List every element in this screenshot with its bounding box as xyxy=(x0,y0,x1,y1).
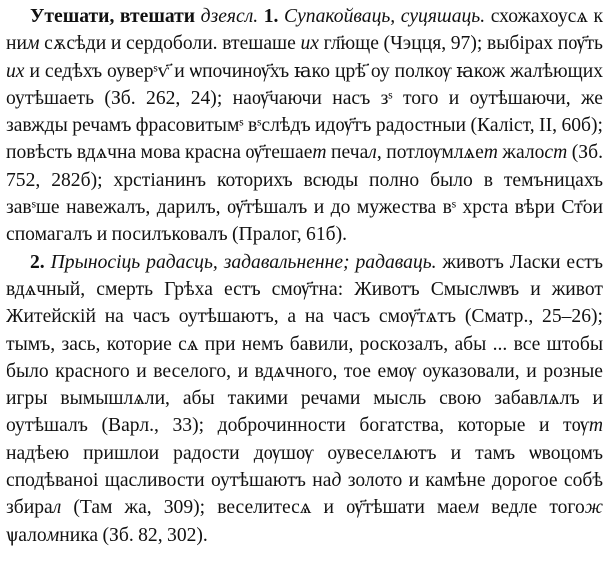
citation-text: м xyxy=(46,524,60,546)
citation-text: л xyxy=(368,142,377,164)
citation-text: ѱало xyxy=(6,524,47,546)
citation-text: , потлѹмлѧе xyxy=(376,142,484,164)
headword: Утешати, втешати xyxy=(30,6,196,27)
citation-text: т xyxy=(483,142,498,164)
citation-text: (Зб. 752, 282б); хрстіанинъ которихъ всюды полно было в темъницахъ завˢше навежалъ, дарилъ, ѹ҃тѣшалъ и до мужества вˢ хрста вѣри Ст҃ои спомагалъ и посилъковалъ (Пралог, 61б). xyxy=(6,142,603,246)
citation-text: ст xyxy=(544,142,568,164)
citation-text: золото и камѣне дорогое собѣ збира xyxy=(6,470,603,519)
sense-definition-1: Супакойваць, суцяшаць. xyxy=(284,6,486,27)
citation-text: м xyxy=(26,33,40,55)
citation-text: т xyxy=(312,142,327,164)
citation-text: т xyxy=(588,415,603,437)
citation-text: ника (Зб. 82, 302). xyxy=(59,524,208,546)
sense-number-1: 1. xyxy=(263,6,279,27)
citation-text: сѫсѣди и сердоболи. втешаше xyxy=(44,33,301,55)
sense-number-2: 2. xyxy=(30,251,45,273)
citation-text: д xyxy=(331,470,342,492)
citation-text: л xyxy=(52,497,62,519)
citation-text: животъ Ласки естъ вдѧчный, смерть Грѣха естъ смѹ҃тна: Животъ Смыслѡвъ и живот Житейскій на часъ оутѣшаютъ, а на часъ смѹ҃тѧтъ (Сматр., 25–26); тымъ, зась, которие сѧ при немъ бавили, роскозалъ, абы ... все штобы было красного и веселого, и вдѧчного, тое емѹ оуказовали, и розные игры вымышлѧли, абы такими речами мысль свою забавлѧлъ и оутѣшалъ (Варл., 33); доброчинности богатства, которые и тѹ xyxy=(6,251,603,437)
citation-text: их xyxy=(6,60,25,82)
citation-text: (Там жа, 309); веселитесѧ и ѹ҃тѣшати мае xyxy=(61,497,467,519)
citation-text: схожахоусѧ к ни xyxy=(6,6,603,55)
citation-text: м xyxy=(466,497,480,519)
citation-text: печа xyxy=(326,142,369,164)
citation-text: надѣею пришлои радости дѹшѹ оувеселѧютъ и тамъ ѡвоцомъ сподѣваноi щасливости оутѣшаютъ на xyxy=(6,442,603,492)
sense-definition-2: Прыносіць радасць, задавальненне; радаваць. xyxy=(50,251,437,273)
entry-sense-2 xyxy=(6,249,603,549)
grammar-label: дзеясл. xyxy=(200,6,259,27)
entry-sense-1 xyxy=(6,3,603,249)
citation-text: гл҃юще (Чэцця, 97); выбірах пѹ҃ть xyxy=(319,33,603,55)
citation-text: и седѣхъ оуверˢѵ҃ и ѡпочинѹ҃хъ ꙗко црѣ҃ оу полкѹ ꙗкож жалѣющих оутѣшаеть (Зб. 262, 24); наѹ҃чаючи насъ зˢ того и оутѣшаючи, же завжды речамъ фрасовитымˢ вˢслѣдъ идѹ҃тъ радостныи (Каліст, ІІ, 60б); повѣсть вдѧчна мова красна ѹ҃тешае xyxy=(6,60,603,164)
citation-text: ведле того xyxy=(479,497,585,519)
citation-text: ж xyxy=(584,497,604,519)
citation-text: их xyxy=(300,33,319,55)
citation-text: жало xyxy=(497,142,545,164)
